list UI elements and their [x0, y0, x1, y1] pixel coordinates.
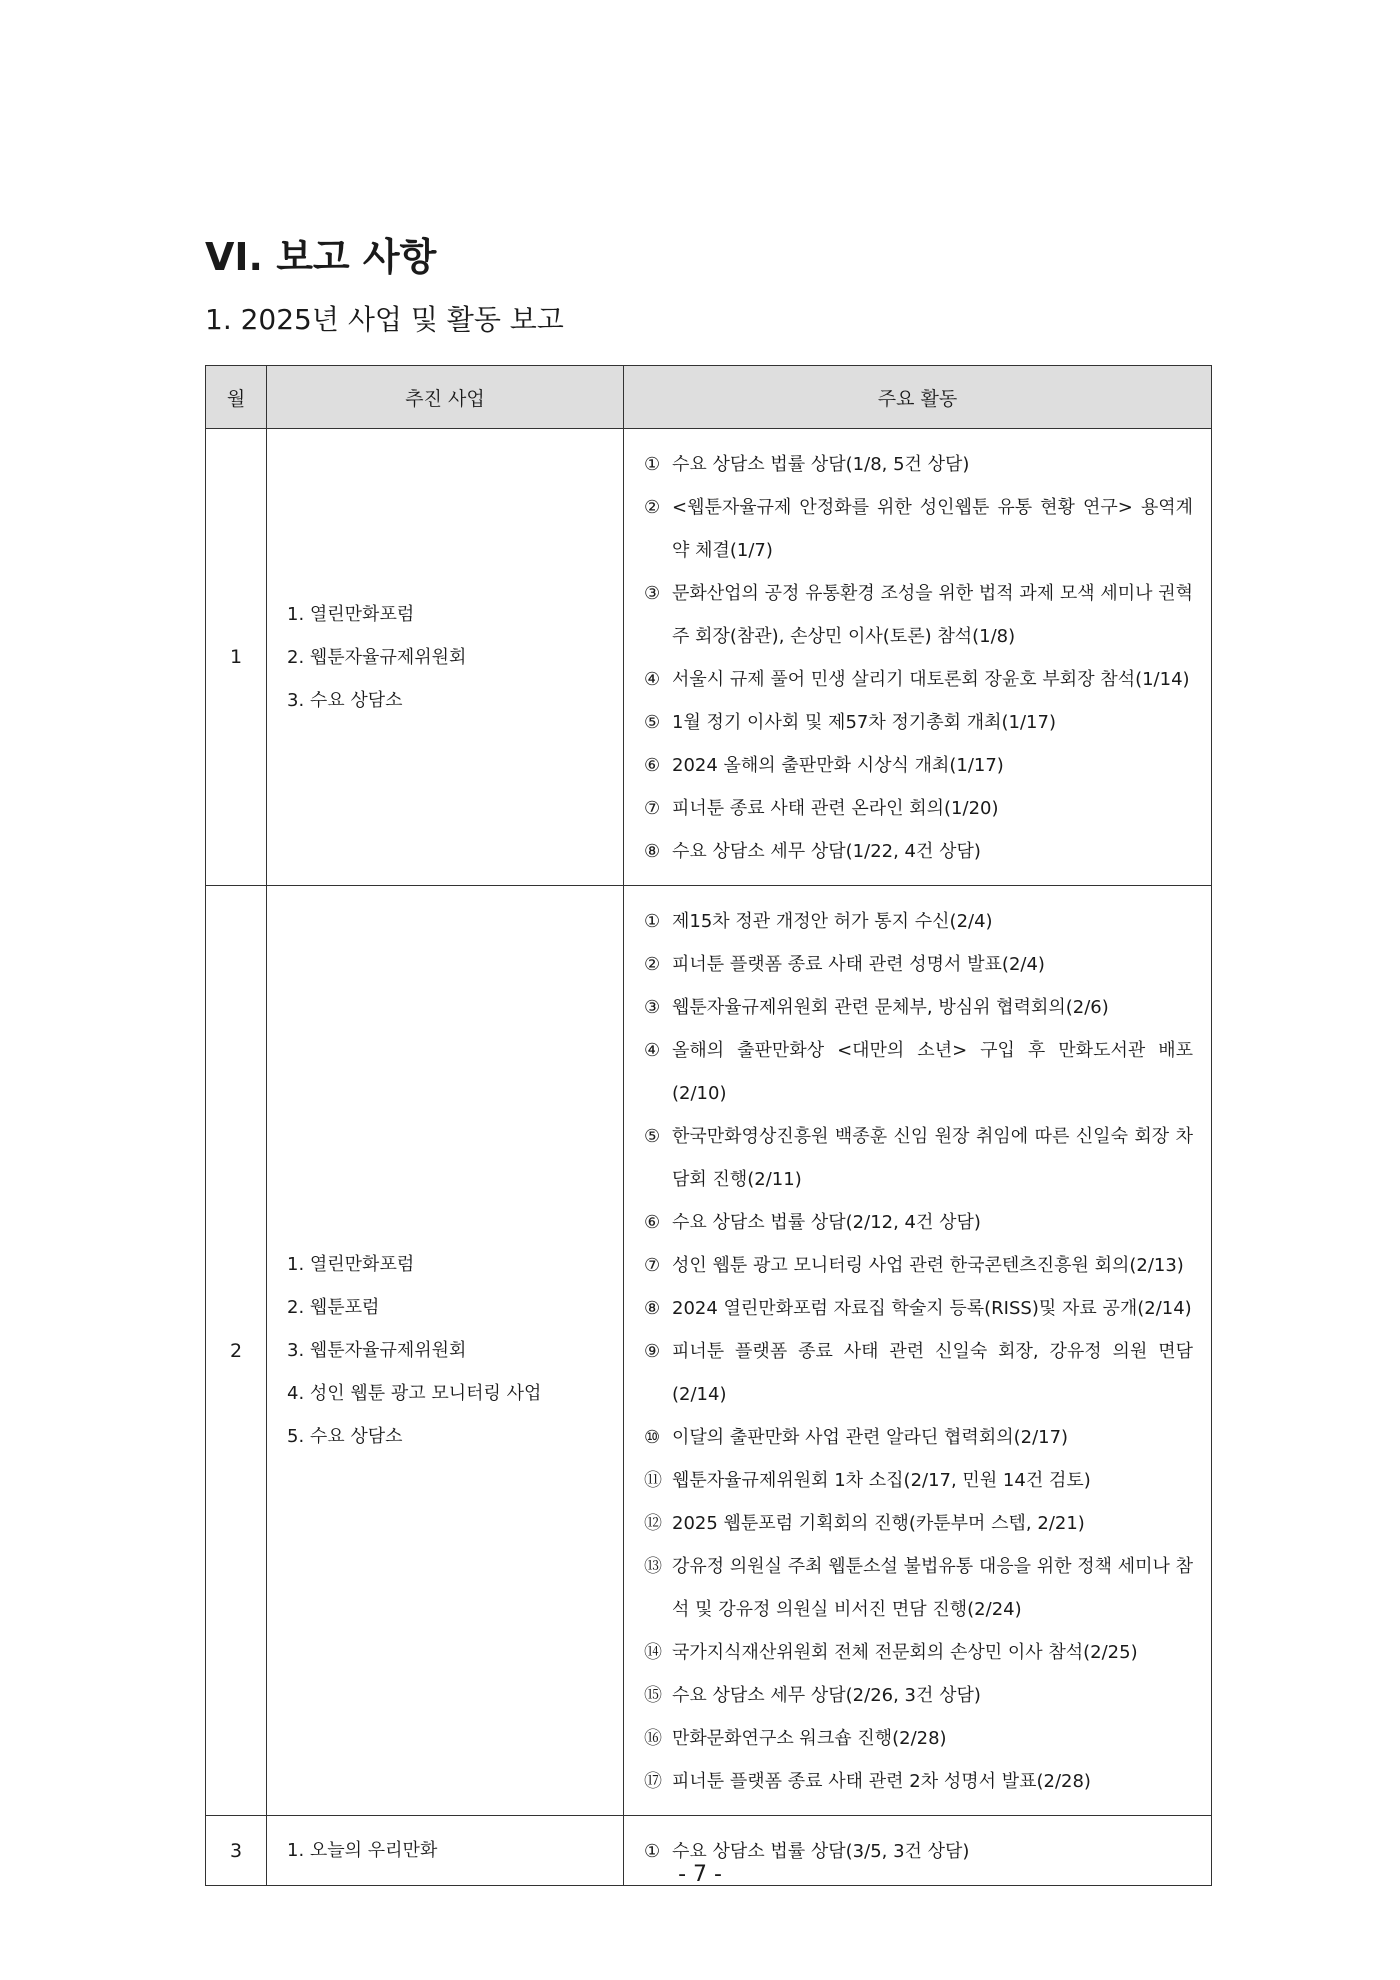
activity-text: 피너툰 종료 사태 관련 온라인 회의(1/20) [672, 798, 999, 819]
project-item: 3. 수요 상담소 [287, 689, 403, 711]
projects-cell [267, 886, 624, 1816]
activity-item [644, 486, 1193, 572]
activity-text: 피너툰 플랫폼 종료 사태 관련 성명서 발표(2/4) [672, 954, 1045, 975]
activity-text: 웹툰자율규제위원회 1차 소집(2/17, 민원 14건 검토) [672, 1470, 1091, 1491]
subsection-title: 1. 2025년 사업 및 활동 보고 [205, 303, 564, 336]
activity-text: <웹툰자율규제 안정화를 위한 성인웹툰 유통 현황 연구> 용역계약 체결(1/7) [672, 497, 1193, 561]
activity-item [644, 1029, 1193, 1115]
activity-number: ② [644, 954, 661, 975]
activity-number: ⑧ [644, 841, 661, 862]
project-item: 2. 웹툰포럼 [287, 1297, 380, 1318]
activity-item [644, 1674, 1193, 1717]
project-item: 1. 열린만화포럼 [287, 1254, 415, 1275]
activity-text: 문화산업의 공정 유통환경 조성을 위한 법적 과제 모색 세미나 권혁주 회장(참관), 손상민 이사(토론) 참석(1/8) [672, 583, 1193, 647]
activity-item [644, 986, 1193, 1029]
activity-item [644, 1502, 1193, 1545]
activity-item [644, 1330, 1193, 1416]
table-row [206, 429, 1212, 886]
activity-number: ② [644, 497, 661, 518]
activity-text: 성인 웹툰 광고 모니터링 사업 관련 한국콘텐츠진흥원 회의(2/13) [672, 1255, 1184, 1276]
activity-number: ⑫ [644, 1513, 662, 1534]
activity-number: ⑥ [644, 1212, 661, 1233]
header-month: 월 [206, 366, 267, 429]
activity-text: 올해의 출판만화상 <대만의 소년> 구입 후 만화도서관 배포(2/10) [672, 1040, 1193, 1104]
activity-text: 수요 상담소 세무 상담(2/26, 3건 상담) [672, 1685, 981, 1706]
activity-number: ⑤ [644, 1126, 661, 1147]
table-row [206, 886, 1212, 1816]
project-item: 1. 열린만화포럼 [287, 603, 415, 625]
activity-text: 제15차 정관 개정안 허가 통지 수신(2/4) [672, 911, 993, 932]
project-item: 1. 오늘의 우리만화 [287, 1840, 438, 1861]
header-project: 추진 사업 [267, 366, 624, 429]
activity-number: ④ [644, 669, 661, 690]
activity-text: 2024 올해의 출판만화 시상식 개최(1/17) [672, 755, 1004, 776]
activity-number: ⑪ [644, 1470, 662, 1491]
activity-list [644, 900, 1193, 1803]
activity-item [644, 1760, 1193, 1803]
activity-text: 2025 웹툰포럼 기획회의 진행(카툰부머 스텝, 2/21) [672, 1513, 1085, 1534]
month-cell: 1 [206, 429, 267, 886]
activity-item [644, 1287, 1193, 1330]
activity-item [644, 701, 1193, 744]
activity-number: ③ [644, 583, 661, 604]
activity-number: ⑥ [644, 755, 661, 776]
activity-item [644, 830, 1193, 873]
activity-number: ⑬ [644, 1556, 662, 1577]
activities-cell [624, 429, 1212, 886]
header-activity: 주요 활동 [624, 366, 1212, 429]
activity-item [644, 900, 1193, 943]
project-item: 2. 웹툰자율규제위원회 [287, 646, 467, 668]
project-list [287, 593, 622, 722]
activity-number: ⑯ [644, 1728, 662, 1749]
activity-text: 이달의 출판만화 사업 관련 알라딘 협력회의(2/17) [672, 1427, 1069, 1448]
activity-item [644, 943, 1193, 986]
activity-report-table [205, 365, 1212, 1886]
activity-number: ⑮ [644, 1685, 662, 1706]
project-list [287, 1243, 622, 1458]
section-title: VI. 보고 사항 [205, 235, 437, 279]
projects-cell [267, 429, 624, 886]
activity-item [644, 1545, 1193, 1631]
activity-text: 피너툰 플랫폼 종료 사태 관련 신일숙 회장, 강유정 의원 면담(2/14) [672, 1341, 1193, 1405]
activity-number: ① [644, 1841, 661, 1862]
activity-item [644, 658, 1193, 701]
activity-text: 수요 상담소 법률 상담(2/12, 4건 상담) [672, 1212, 981, 1233]
table-body [206, 429, 1212, 1886]
project-item: 5. 수요 상담소 [287, 1426, 403, 1447]
activity-number: ④ [644, 1040, 661, 1061]
month-cell: 2 [206, 886, 267, 1816]
activity-number: ⑩ [644, 1427, 661, 1448]
activity-number: ① [644, 454, 661, 475]
activity-list [644, 443, 1193, 873]
activity-item [644, 744, 1193, 787]
activity-number: ① [644, 911, 661, 932]
activities-cell [624, 886, 1212, 1816]
activity-number: ⑦ [644, 798, 661, 819]
page-number: - 7 - [678, 1862, 722, 1887]
project-item: 4. 성인 웹툰 광고 모니터링 사업 [287, 1383, 542, 1404]
project-item: 3. 웹툰자율규제위원회 [287, 1340, 467, 1361]
activity-item [644, 1244, 1193, 1287]
activity-number: ③ [644, 997, 661, 1018]
activity-text: 수요 상담소 세무 상담(1/22, 4건 상담) [672, 841, 981, 862]
activity-text: 1월 정기 이사회 및 제57차 정기총회 개최(1/17) [672, 712, 1056, 733]
activity-item [644, 1115, 1193, 1201]
activity-item [644, 1459, 1193, 1502]
activity-text: 한국만화영상진흥원 백종훈 신임 원장 취임에 따른 신일숙 회장 차담회 진행(2/11) [672, 1126, 1193, 1190]
activity-number: ⑧ [644, 1298, 661, 1319]
activity-item [644, 1717, 1193, 1760]
activity-text: 수요 상담소 법률 상담(3/5, 3건 상담) [672, 1841, 970, 1862]
activity-item [644, 1201, 1193, 1244]
activity-text: 웹툰자율규제위원회 관련 문체부, 방심위 협력회의(2/6) [672, 997, 1109, 1018]
activity-item [644, 1631, 1193, 1674]
activity-text: 만화문화연구소 워크숍 진행(2/28) [672, 1728, 947, 1749]
activity-number: ⑦ [644, 1255, 661, 1276]
activity-text: 강유정 의원실 주최 웹툰소설 불법유통 대응을 위한 정책 세미나 참석 및 강유정 의원실 비서진 면담 진행(2/24) [672, 1556, 1193, 1620]
activity-text: 2024 열린만화포럼 자료집 학술지 등록(RISS)및 자료 공개(2/14) [672, 1298, 1192, 1319]
activity-item [644, 787, 1193, 830]
activity-text: 서울시 규제 풀어 민생 살리기 대토론회 장윤호 부회장 참석(1/14) [672, 669, 1190, 690]
activity-number: ⑰ [644, 1771, 662, 1792]
table-header-row [206, 366, 1212, 429]
activity-item [644, 443, 1193, 486]
month-cell: 3 [206, 1816, 267, 1886]
activity-text: 피너툰 플랫폼 종료 사태 관련 2차 성명서 발표(2/28) [672, 1771, 1091, 1792]
activity-text: 국가지식재산위원회 전체 전문회의 손상민 이사 참석(2/25) [672, 1642, 1138, 1663]
activity-number: ⑨ [644, 1341, 661, 1362]
activity-text: 수요 상담소 법률 상담(1/8, 5건 상담) [672, 454, 970, 475]
activity-item [644, 572, 1193, 658]
activity-item [644, 1416, 1193, 1459]
activity-number: ⑤ [644, 712, 661, 733]
activity-number: ⑭ [644, 1642, 662, 1663]
